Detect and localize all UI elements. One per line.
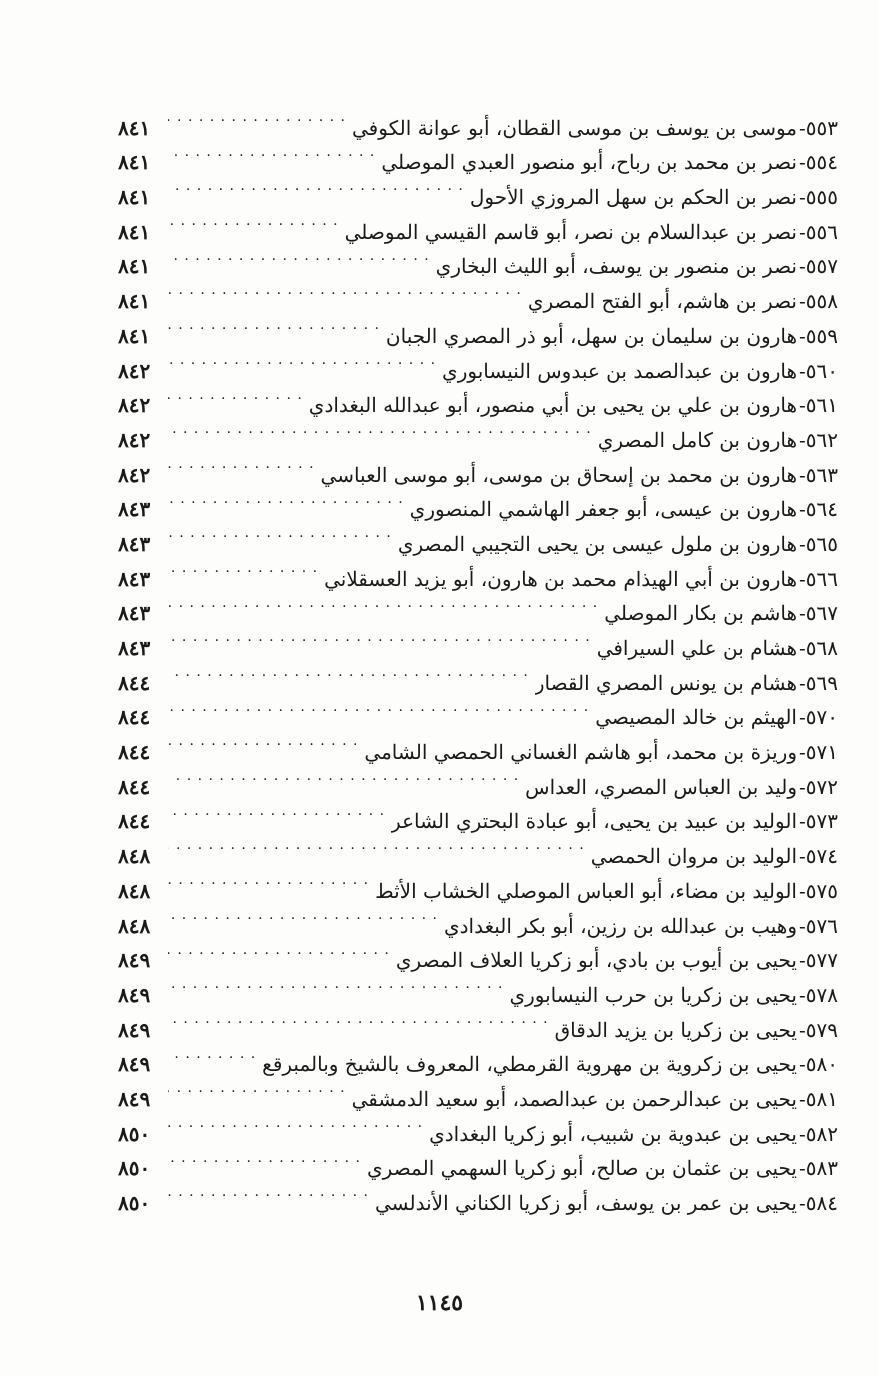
entry-title: هاشم بن بكار الموصلي bbox=[604, 601, 797, 626]
dot-leader bbox=[168, 967, 503, 1002]
entry-page-ref: ٨٤٩ bbox=[118, 948, 151, 973]
entry-page-ref: ٨٤١ bbox=[118, 185, 151, 210]
entry-number: ٥٥٩- bbox=[799, 323, 838, 348]
dot-leader bbox=[168, 169, 464, 204]
entry-page-ref: ٨٤٩ bbox=[118, 1017, 151, 1042]
entry-title: يحيى بن عبدوية بن شبيب، أبو زكريا البغدادي bbox=[429, 1121, 797, 1146]
entry-number: ٥٧٤- bbox=[799, 844, 838, 869]
dot-leader bbox=[168, 1141, 361, 1176]
entry-page-ref: ٨٤٣ bbox=[118, 601, 151, 626]
entry-number: ٥٨١- bbox=[799, 1086, 838, 1111]
entry-page-ref: ٨٤٢ bbox=[118, 393, 151, 418]
entry-title: وهيب بن عبدالله بن رزين، أبو بكر البغدادي bbox=[443, 913, 797, 938]
entry-number: ٥٦٨- bbox=[799, 636, 838, 660]
dot-leader bbox=[168, 516, 392, 551]
entry-title: الوليد بن عبيد بن يحيى، أبو عبادة البحتري الشاعر bbox=[391, 809, 797, 834]
dot-leader bbox=[168, 690, 589, 725]
entry-title: نصر بن هاشم، أبو الفتح المصري bbox=[527, 289, 797, 314]
entry-title: وريزة بن محمد، أبو هاشم الغساني الحمصي الشامي bbox=[364, 740, 797, 765]
entry-number: ٥٦٥- bbox=[799, 531, 838, 556]
entry-page-ref: ٨٤٣ bbox=[118, 497, 151, 522]
entry-number: ٥٧٨- bbox=[799, 982, 838, 1007]
entry-number: ٥٧١- bbox=[799, 740, 838, 765]
entry-page-ref: ٨٤٨ bbox=[118, 878, 151, 903]
entry-page-ref: ٨٤١ bbox=[118, 323, 151, 348]
entry-title: نصر بن منصور بن يوسف، أبو الليث البخاري bbox=[435, 254, 797, 279]
entry-title: يحيى بن عبدالرحمن بن عبدالصمد، أبو سعيد الدمشقي bbox=[351, 1086, 797, 1111]
dot-leader bbox=[168, 273, 522, 308]
entry-title: هارون بن أبي الهيذام محمد بن هارون، أبو يزيد العسقلاني bbox=[324, 566, 797, 591]
entry-page-ref: ٨٤٤ bbox=[118, 670, 151, 695]
entry-title: يحيى بن أيوب بن بادي، أبو زكريا العلاف المصري bbox=[395, 948, 797, 973]
entry-page-ref: ٨٤٤ bbox=[118, 809, 151, 834]
entry-number: ٥٦٦- bbox=[799, 566, 838, 591]
entry-title: هارون بن كامل المصري bbox=[597, 427, 797, 452]
entry-number: ٥٥٨- bbox=[799, 289, 838, 314]
entry-page-ref: ٨٤٨ bbox=[118, 844, 151, 869]
entry-number: ٥٦٣- bbox=[799, 462, 838, 487]
toc-entry bbox=[118, 100, 838, 140]
entry-title: نصر بن الحكم بن سهل المروزي الأحول bbox=[469, 185, 797, 210]
dot-leader bbox=[168, 794, 385, 829]
table-of-contents bbox=[118, 100, 838, 1215]
entry-title: الهيثم بن خالد المصيصي bbox=[595, 705, 797, 730]
entry-title: هارون بن ملول عيسى بن يحيى التجيبي المصري bbox=[397, 531, 797, 556]
dot-leader bbox=[168, 100, 346, 135]
entry-number: ٥٦١- bbox=[799, 393, 838, 418]
entry-title: الوليد بن مضاء، أبو العباس الموصلي الخشاب الأثط bbox=[375, 878, 797, 903]
entry-number: ٥٧٩- bbox=[799, 1017, 838, 1042]
entry-title: يحيى بن عثمان بن صالح، أبو زكريا السهمي المصري bbox=[367, 1156, 797, 1181]
dot-leader bbox=[168, 308, 380, 343]
entry-title: يحيى بن زكريا بن حرب النيسابوري bbox=[509, 982, 797, 1007]
entry-page-ref: ٨٤٩ bbox=[118, 1086, 151, 1111]
entry-page-ref: ٨٤٣ bbox=[118, 531, 151, 556]
entry-page-ref: ٨٤١ bbox=[118, 219, 151, 244]
dot-leader bbox=[168, 551, 318, 586]
entry-page-ref: ٨٤٩ bbox=[118, 982, 151, 1007]
page-number: ١١٤٥ bbox=[415, 1290, 464, 1316]
entry-title: نصر بن عبدالسلام بن نصر، أبو قاسم القيسي الموصلي bbox=[344, 219, 797, 244]
entry-page-ref: ٨٤٩ bbox=[118, 1052, 151, 1077]
dot-leader bbox=[168, 586, 598, 621]
dot-leader bbox=[168, 933, 390, 968]
entry-title: هشام بن علي السيرافي bbox=[596, 636, 797, 660]
dot-leader bbox=[168, 1002, 549, 1037]
entry-number: ٥٧٣- bbox=[799, 809, 838, 834]
dot-leader bbox=[168, 620, 591, 655]
entry-number: ٥٦٧- bbox=[799, 601, 838, 626]
entry-title: هارون بن عيسى، أبو جعفر الهاشمي المنصوري bbox=[409, 497, 797, 522]
entry-page-ref: ٨٤٢ bbox=[118, 358, 151, 383]
dot-leader bbox=[168, 1071, 346, 1106]
entry-page-ref: ٨٤٤ bbox=[118, 740, 151, 765]
entry-number: ٥٥٦- bbox=[799, 219, 838, 244]
entry-page-ref: ٨٤٤ bbox=[118, 705, 151, 730]
dot-leader bbox=[168, 482, 404, 517]
entry-page-ref: ٨٤٣ bbox=[118, 566, 151, 591]
entry-number: ٥٧٢- bbox=[799, 774, 838, 799]
entry-page-ref: ٨٤١ bbox=[118, 115, 151, 140]
entry-number: ٥٥٤- bbox=[799, 150, 838, 175]
entry-number: ٥٨٤- bbox=[799, 1191, 838, 1215]
entry-page-ref: ٨٤٤ bbox=[118, 774, 151, 799]
dot-leader bbox=[168, 759, 519, 794]
dot-leader bbox=[168, 378, 303, 413]
entry-number: ٥٨٣- bbox=[799, 1156, 838, 1181]
dot-leader bbox=[168, 343, 436, 378]
entry-number: ٥٥٧- bbox=[799, 254, 838, 279]
entry-page-ref: ٨٤١ bbox=[118, 289, 151, 314]
dot-leader bbox=[168, 1037, 256, 1072]
entry-number: ٥٨٢- bbox=[799, 1121, 838, 1146]
entry-number: ٥٦٤- bbox=[799, 497, 838, 522]
entry-number: ٥٧٥- bbox=[799, 878, 838, 903]
entry-title: يحيى بن زكريا بن يزيد الدقاق bbox=[554, 1017, 797, 1042]
entry-title: هارون بن عبدالصمد بن عبدوس النيسابوري bbox=[442, 358, 797, 383]
entry-number: ٥٦٠- bbox=[799, 358, 838, 383]
entry-page-ref: ٨٤٢ bbox=[118, 427, 151, 452]
entry-title: هارون بن سليمان بن سهل، أبو ذر المصري الجبان bbox=[385, 323, 797, 348]
entry-title: نصر بن محمد بن رباح، أبو منصور العبدي الموصلي bbox=[381, 150, 797, 175]
entry-title: هارون بن محمد بن إسحاق بن موسى، أبو موسى العباسي bbox=[320, 462, 797, 487]
entry-number: ٥٥٥- bbox=[799, 185, 838, 210]
dot-leader bbox=[168, 239, 430, 274]
entry-page-ref: ٨٥٠ bbox=[118, 1156, 151, 1181]
entry-page-ref: ٨٤١ bbox=[118, 254, 151, 279]
dot-leader bbox=[168, 204, 339, 239]
entry-number: ٥٦٩- bbox=[799, 670, 838, 695]
entry-page-ref: ٨٤٣ bbox=[118, 636, 151, 660]
entry-page-ref: ٨٤٢ bbox=[118, 462, 151, 487]
entry-number: ٥٧٦- bbox=[799, 913, 838, 938]
entry-number: ٥٧٧- bbox=[799, 948, 838, 973]
entry-page-ref: ٨٥٠ bbox=[118, 1121, 151, 1146]
entry-title: هشام بن يونس المصري القصار bbox=[534, 670, 797, 695]
entry-page-ref: ٨٤١ bbox=[118, 150, 151, 175]
entry-number: ٥٦٢- bbox=[799, 427, 838, 452]
dot-leader bbox=[168, 1175, 369, 1210]
dot-leader bbox=[168, 412, 592, 447]
dot-leader bbox=[168, 863, 369, 898]
dot-leader bbox=[168, 828, 585, 863]
entry-number: ٥٧٠- bbox=[799, 705, 838, 730]
entry-title: الوليد بن مروان الحمصي bbox=[590, 844, 797, 869]
entry-title: موسى بن يوسف بن موسى القطان، أبو عوانة الكوفي bbox=[352, 115, 797, 140]
entry-title: يحيى بن زكروية بن مهروية القرمطي، المعروف بالشيخ وبالمبرقع bbox=[262, 1052, 797, 1077]
entry-title: يحيى بن عمر بن يوسف، أبو زكريا الكناني الأندلسي bbox=[375, 1191, 797, 1215]
dot-leader bbox=[168, 447, 315, 482]
dot-leader bbox=[168, 135, 375, 170]
entry-page-ref: ٨٥٠ bbox=[118, 1191, 151, 1215]
dot-leader bbox=[168, 1106, 423, 1141]
dot-leader bbox=[168, 724, 358, 759]
dot-leader bbox=[168, 898, 438, 933]
entry-number: ٥٨٠- bbox=[799, 1052, 838, 1077]
entry-number: ٥٥٣- bbox=[799, 115, 838, 140]
entry-title: وليد بن العباس المصري، العداس bbox=[525, 774, 797, 799]
entry-title: هارون بن علي بن يحيى بن أبي منصور، أبو عبدالله البغدادي bbox=[308, 393, 797, 418]
entry-page-ref: ٨٤٨ bbox=[118, 913, 151, 938]
dot-leader bbox=[168, 655, 529, 690]
